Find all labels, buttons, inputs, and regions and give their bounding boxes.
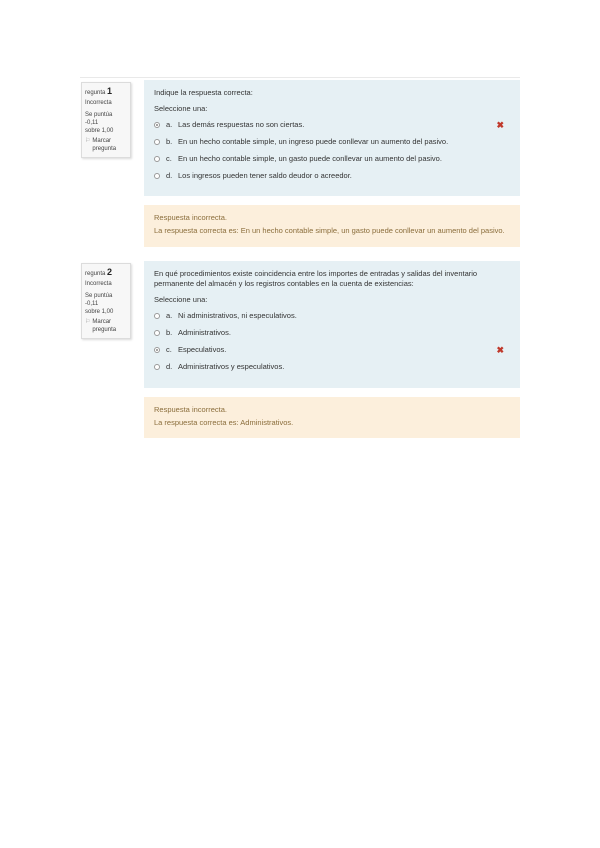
option-text: En un hecho contable simple, un ingreso puede conllevar un aumento del pasivo. bbox=[178, 136, 449, 146]
question-score: Se puntúa -0,11 sobre 1,00 bbox=[85, 293, 114, 315]
answer-option-a[interactable]: a. Las demás respuestas no son ciertas. ✖ bbox=[154, 116, 510, 133]
flag-question-button[interactable]: ⚐ Marcar pregunta bbox=[85, 319, 117, 333]
select-prompt: Seleccione una: bbox=[154, 104, 208, 113]
option-text: En un hecho contable simple, un gasto puede conllevar un aumento del pasivo. bbox=[178, 153, 442, 163]
answer-option-d[interactable]: d. Administrativos y especulativos. bbox=[154, 358, 510, 375]
feedback-box-2 bbox=[144, 397, 520, 438]
radio-button[interactable] bbox=[154, 347, 160, 353]
feedback-box-1 bbox=[144, 205, 520, 247]
question-score: Se puntúa -0,11 sobre 1,00 bbox=[85, 112, 114, 134]
top-divider bbox=[80, 77, 520, 78]
incorrect-icon: ✖ bbox=[496, 344, 504, 355]
radio-button[interactable] bbox=[154, 313, 160, 319]
radio-button[interactable] bbox=[154, 122, 160, 128]
answer-option-c[interactable]: c. Especulativos. ✖ bbox=[154, 341, 510, 358]
answer-option-d[interactable]: d. Los ingresos pueden tener saldo deudor o acreedor. bbox=[154, 167, 510, 184]
radio-button[interactable] bbox=[154, 364, 160, 370]
feedback-correct-answer: La respuesta correcta es: Administrativos. bbox=[154, 418, 294, 427]
flag-icon: ⚐ bbox=[85, 138, 91, 144]
question-status: Incorrecta bbox=[85, 100, 112, 106]
flag-question-button[interactable]: ⚐ Marcar pregunta bbox=[85, 138, 117, 152]
question-info-1 bbox=[81, 82, 131, 158]
option-text: Las demás respuestas no son ciertas. bbox=[178, 119, 305, 129]
answer-option-b[interactable]: b. Administrativos. bbox=[154, 324, 510, 341]
question-content-2 bbox=[144, 261, 520, 388]
option-text: Especulativos. bbox=[178, 344, 227, 354]
feedback-status: Respuesta incorrecta. bbox=[154, 213, 227, 222]
radio-button[interactable] bbox=[154, 330, 160, 336]
question-info-2 bbox=[81, 263, 131, 339]
flag-icon: ⚐ bbox=[85, 319, 91, 325]
option-text: Administrativos y especulativos. bbox=[178, 361, 285, 371]
option-text: Ni administrativos, ni especulativos. bbox=[178, 310, 297, 320]
feedback-status: Respuesta incorrecta. bbox=[154, 405, 227, 414]
feedback-correct-answer: La respuesta correcta es: En un hecho contable simple, un gasto puede conllevar un aumento del pasivo. bbox=[154, 226, 505, 235]
question-number: regunta 2 bbox=[85, 267, 113, 277]
radio-button[interactable] bbox=[154, 173, 160, 179]
radio-button[interactable] bbox=[154, 156, 160, 162]
answer-option-c[interactable]: c. En un hecho contable simple, un gasto puede conllevar un aumento del pasivo. bbox=[154, 150, 510, 167]
answer-option-b[interactable]: b. En un hecho contable simple, un ingreso puede conllevar un aumento del pasivo. bbox=[154, 133, 510, 150]
question-text: En qué procedimientos existe coincidencia entre los importes de entradas y salidas del inventario permanente del almacén y los registros contables en la cuenta de existencias: bbox=[154, 269, 478, 288]
question-status: Incorrecta bbox=[85, 281, 112, 287]
option-text: Los ingresos pueden tener saldo deudor o acreedor. bbox=[178, 170, 352, 180]
question-number: regunta 1 bbox=[85, 86, 113, 96]
incorrect-icon: ✖ bbox=[496, 119, 504, 130]
option-text: Administrativos. bbox=[178, 327, 231, 337]
question-content-1 bbox=[144, 80, 520, 196]
answer-option-a[interactable]: a. Ni administrativos, ni especulativos. bbox=[154, 307, 510, 324]
select-prompt: Seleccione una: bbox=[154, 295, 208, 304]
question-text: Indique la respuesta correcta: bbox=[154, 88, 253, 97]
radio-button[interactable] bbox=[154, 139, 160, 145]
